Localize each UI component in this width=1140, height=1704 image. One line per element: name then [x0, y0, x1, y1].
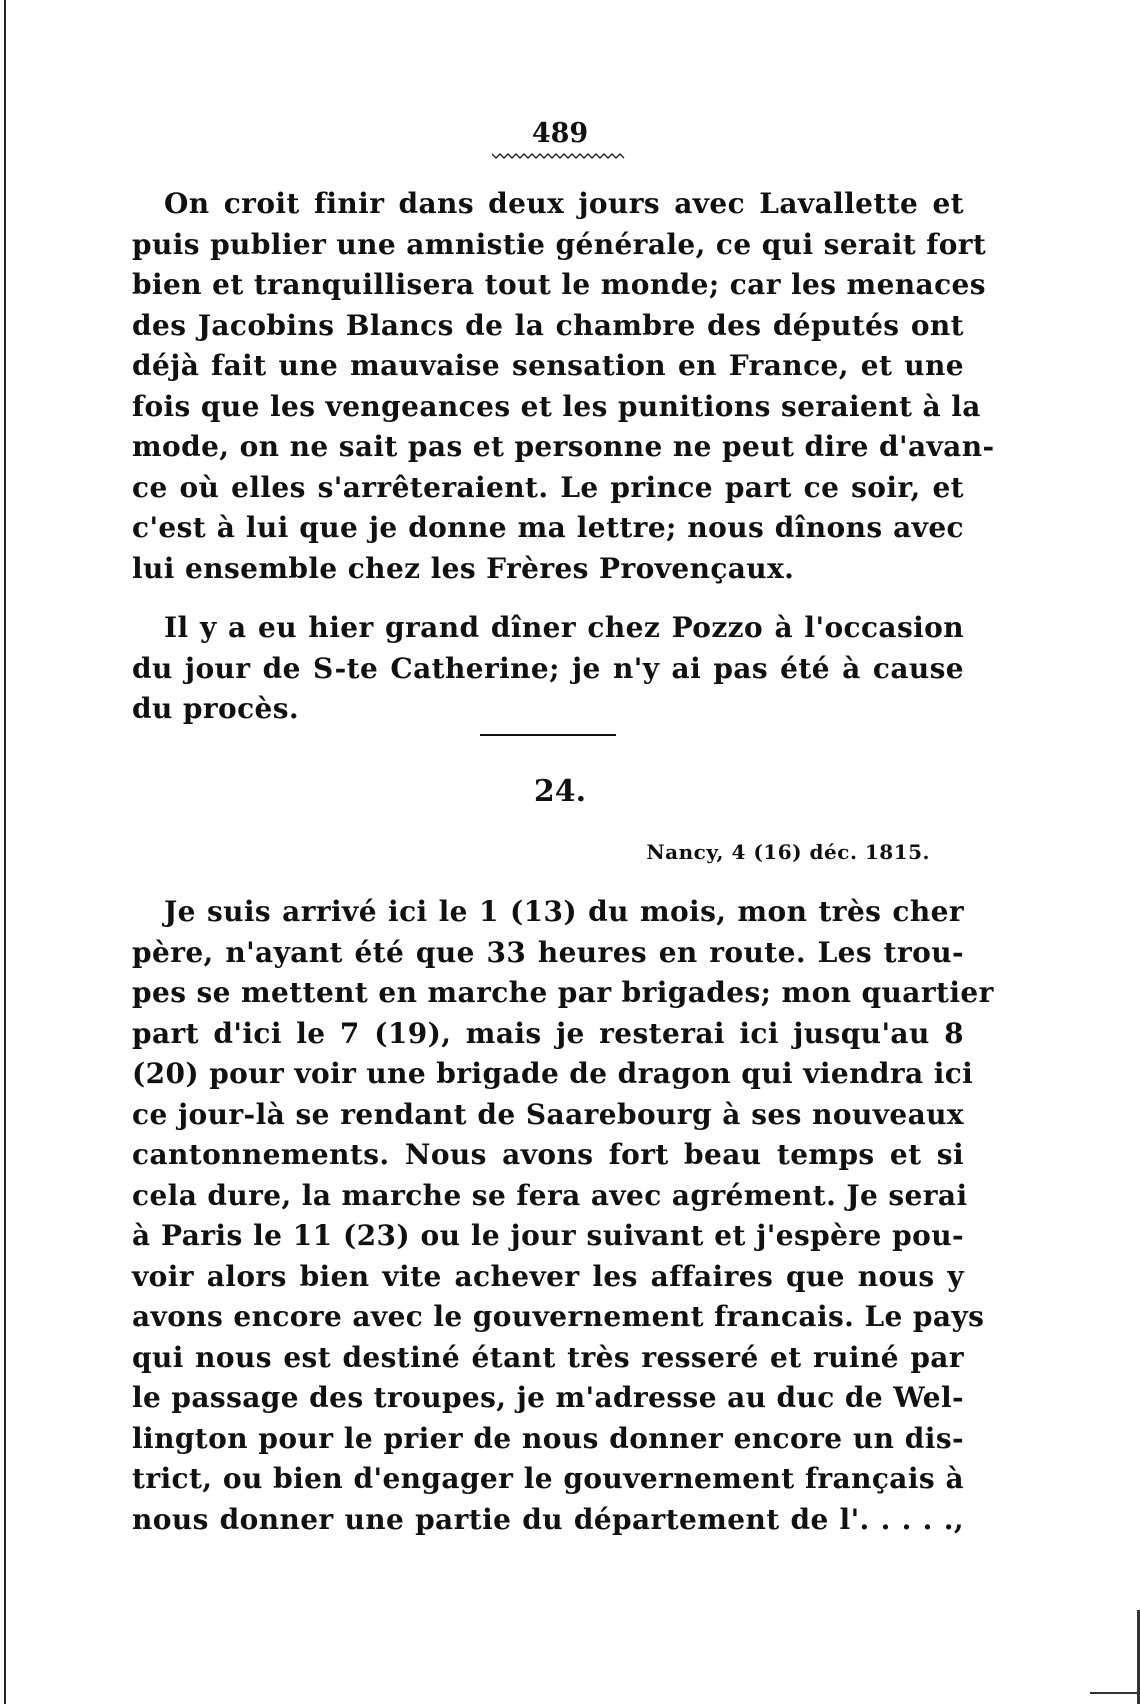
letter-number: 24.	[533, 774, 587, 809]
text-line: ce où elles s'arrêteraient. Le prince part ce soir, et	[132, 470, 964, 504]
paragraph-1	[132, 184, 995, 589]
text-line: c'est à lui que je donne ma lettre; nous dînons avec	[132, 511, 964, 544]
text-line: Il y a eu hier grand dîner chez Pozzo à l'occasion	[164, 611, 964, 644]
letter-body	[132, 892, 994, 1540]
text-line: lington pour le prier de nous donner encore un dis-	[132, 1421, 964, 1455]
text-line: déjà fait une mauvaise sensation en France, et une	[132, 349, 964, 382]
text-line: voir alors bien vite achever les affaires que nous y	[132, 1259, 964, 1293]
text-line: On croit finir dans deux jours avec Lavallette et	[164, 187, 964, 220]
text-line: le passage des troupes, je m'adresse au duc de Wel-	[132, 1381, 965, 1414]
page-edge-left	[4, 0, 6, 1704]
text-line: mode, on ne sait pas et personne ne peut dire d'avan-	[132, 430, 995, 463]
page-number-ornament	[492, 150, 628, 160]
text-line: fois que les vengeances et les punitions seraient à la	[132, 389, 981, 423]
text-line: pes se mettent en marche par brigades; mon quartier	[132, 976, 994, 1009]
text-line: du jour de S-te Catherine; je n'y ai pas été à cause	[132, 651, 964, 685]
text-line: bien et tranquillisera tout le monde; car les menaces	[132, 268, 986, 301]
section-divider	[480, 734, 616, 736]
text-line: qui nous est destiné étant très resseré et ruiné par	[132, 1340, 964, 1374]
text-line: à Paris le 11 (23) ou le jour suivant et j'espère pou-	[132, 1219, 964, 1252]
text-line: cantonnements. Nous avons fort beau temps et si	[132, 1138, 964, 1171]
text-line: part d'ici le 7 (19), mais je resterai ici jusqu'au 8	[132, 1016, 964, 1050]
text-line: des Jacobins Blancs de la chambre des députés ont	[132, 308, 964, 342]
text-line: Je suis arrivé ici le 1 (13) du mois, mon très cher	[164, 895, 964, 928]
paragraph-2	[132, 608, 964, 730]
text-line: (20) pour voir une brigade de dragon qui viendra ici	[132, 1057, 974, 1090]
text-line: père, n'ayant été que 33 heures en route. Les trou-	[132, 935, 964, 969]
text-line: du procès.	[132, 692, 300, 725]
letter-dateline: Nancy, 4 (16) déc. 1815.	[646, 840, 930, 864]
page-edge-bottom	[1090, 1692, 1140, 1694]
text-line: trict, ou bien d'engager le gouvernement français à	[132, 1462, 964, 1495]
text-line: nous donner une partie du département de l'. . . . .,	[132, 1502, 964, 1536]
text-line: avons encore avec le gouvernement francais. Le pays	[132, 1300, 985, 1333]
text-line: puis publier une amnistie générale, ce qui serait fort	[132, 227, 987, 261]
text-line: ce jour-là se rendant de Saarebourg à ses nouveaux	[132, 1097, 964, 1131]
text-line: cela dure, la marche se fera avec agrément. Je serai	[132, 1178, 968, 1212]
page-number: 489	[531, 118, 589, 149]
text-line: lui ensemble chez les Frères Provençaux.	[132, 551, 795, 585]
